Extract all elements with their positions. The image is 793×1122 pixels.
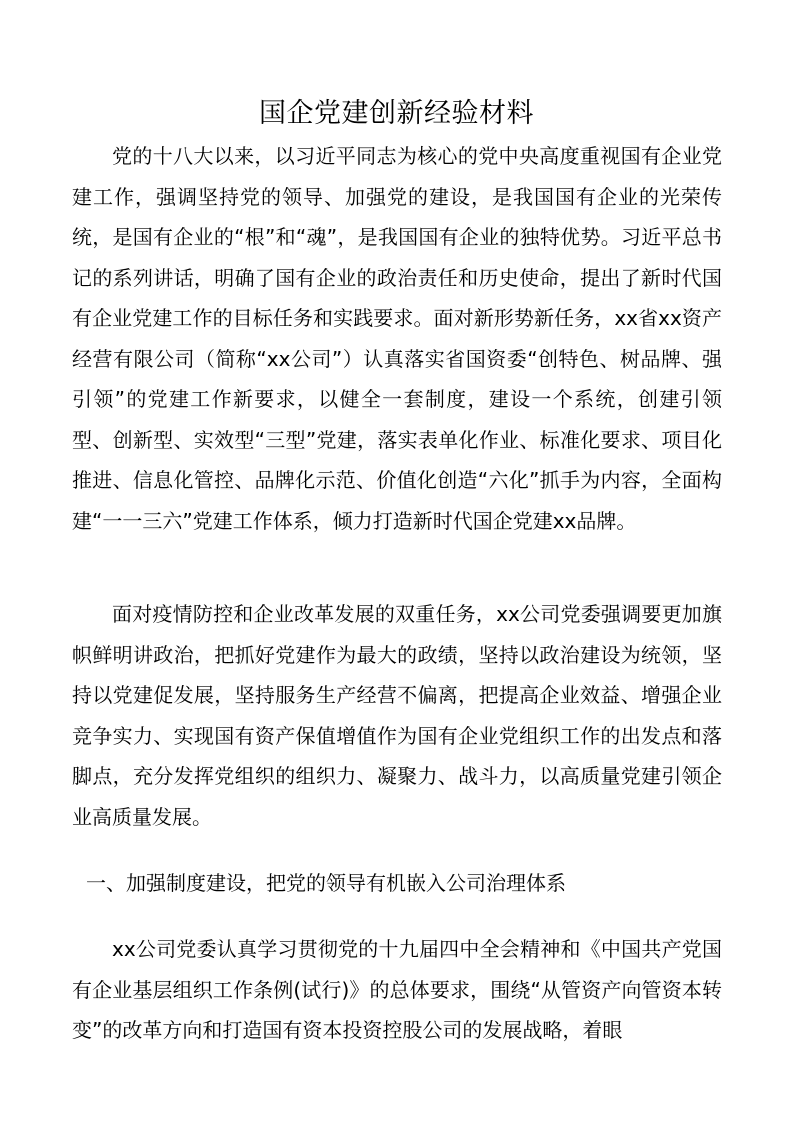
paragraph-intro: 党的十八大以来，以习近平同志为核心的党中央高度重视国有企业党建工作，强调坚持党的领导、加强党的建设，是我国国有企业的光荣传统，是国有企业的“根”和“魂”，是我国国有企业的独特优势。习近平总书记的系列讲话，明确了国有企业的政治责任和历史使命，提出了新时代国有企业党建工作的目标任务和实践要求。面对新形势新任务，xx省xx资产经营有限公司（简称“xx公司”）认真落实省国资委“创特色、树品牌、强引领”的党建工作新要求，以健全一套制度，建设一个系统，创建引领型、创新型、实效型“三型”党建，落实表单化作业、标准化要求、项目化推进、信息化管控、品牌化示范、价值化创造“六化”抓手为内容，全面构建“一一三六”党建工作体系，倾力打造新时代国企党建xx品牌。	[72, 144, 722, 533]
paragraph-dual-tasks: 面对疫情防控和企业改革发展的双重任务，xx公司党委强调要更加旗帜鲜明讲政治，把抓好党建作为最大的政绩，坚持以政治建设为统领，坚持以党建促发展，坚持服务生产经营不偏离，把提高企业效益、增强企业竞争实力、实现国有资产保值增值作为国有企业党组织工作的出发点和落脚点，充分发挥党组织的组织力、凝聚力、战斗力，以高质量党建引领企业高质量发展。	[72, 602, 722, 829]
paragraph-section-1: xx公司党委认真学习贯彻党的十九届四中全会精神和《中国共产党国有企业基层组织工作条例(试行)》的总体要求，围绕“从管资产向管资本转变”的改革方向和打造国有资本投资控股公司的发展战略，着眼	[72, 937, 722, 1042]
section-heading-1: 一、加强制度建设，把党的领导有机嵌入公司治理体系	[86, 871, 566, 895]
document-title: 国企党建创新经验材料	[259, 98, 534, 129]
